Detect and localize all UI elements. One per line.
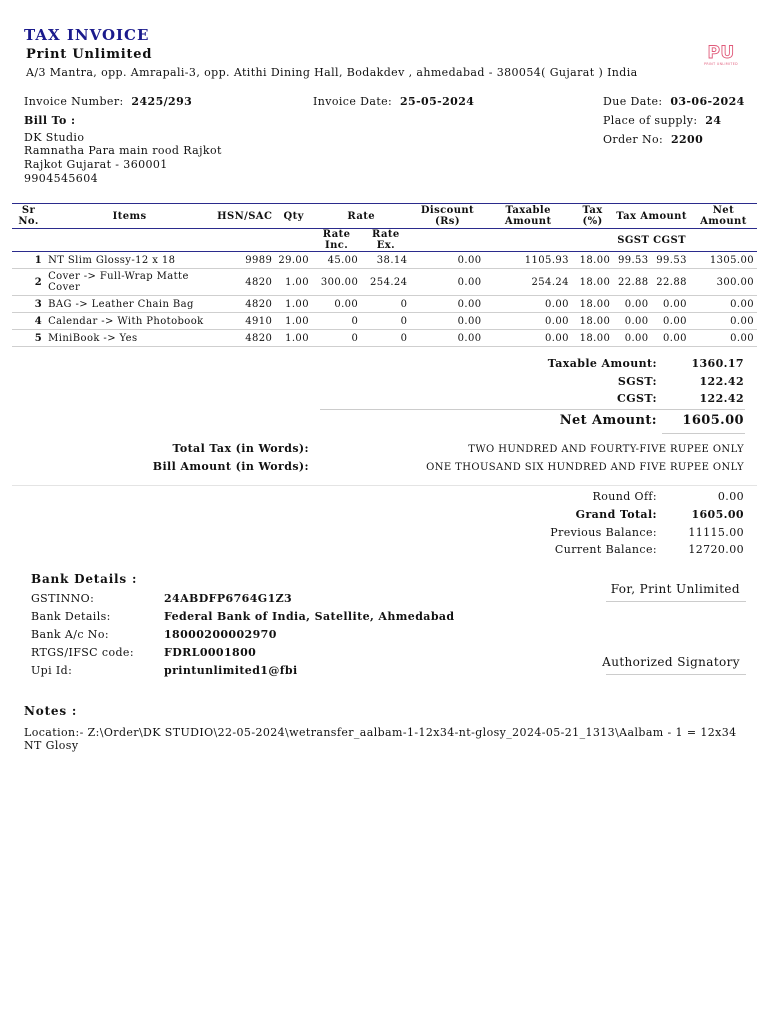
notes-text: Location:- Z:\Order\DK STUDIO\22-05-2024\wetransfer_aalbam-1-12x34-nt-glosy_2024-05-21_1313\Aalbam - 1 = 12x34 NT Glosy — [24, 726, 737, 752]
cell-hsn: 9989 — [214, 252, 275, 269]
net-amount-label: Net Amount: — [559, 413, 657, 428]
signature-line-bottom — [606, 674, 746, 675]
cell-tax-pct: 18.00 — [572, 252, 613, 269]
place-of-supply-row — [603, 114, 721, 127]
bank-details-title: Bank Details : — [31, 572, 138, 586]
cell-rate-inc: 300.00 — [312, 269, 361, 296]
company-address: A/3 Mantra, opp. Amrapali-3, opp. Atithi Dining Hall, Bodakdev , ahmedabad - 380054( Gujarat ) India — [26, 66, 638, 79]
col-rate-ex: Rate Ex. — [361, 229, 410, 252]
due-date-row — [603, 95, 745, 108]
col-tax-pct: Tax (%) — [572, 204, 613, 229]
cell-sgst: 99.53 — [613, 252, 651, 269]
cell-rate-ex: 0 — [361, 296, 410, 313]
cell-rate-inc: 45.00 — [312, 252, 361, 269]
cell-net: 1305.00 — [690, 252, 757, 269]
notes-title: Notes : — [24, 704, 78, 718]
cell-hsn: 4820 — [214, 330, 275, 347]
cell-tax-pct: 18.00 — [572, 313, 613, 330]
cell-cgst: 0.00 — [652, 330, 690, 347]
bank-details-label: Bank Details: — [31, 610, 111, 623]
table-row — [12, 252, 757, 269]
col-rate-inc: Rate Inc. — [312, 229, 361, 252]
cell-sgst: 22.88 — [613, 269, 651, 296]
cell-item: BAG -> Leather Chain Bag — [45, 296, 214, 313]
cell-cgst: 22.88 — [652, 269, 690, 296]
cell-sgst: 0.00 — [613, 313, 651, 330]
col-net: Net Amount — [690, 204, 757, 229]
table-row — [12, 313, 757, 330]
cell-qty: 1.00 — [275, 330, 312, 347]
tax-words-label: Total Tax (in Words): — [172, 442, 309, 455]
table-header-row — [12, 204, 757, 229]
table-row — [12, 296, 757, 313]
cell-cgst: 99.53 — [652, 252, 690, 269]
company-name: Print Unlimited — [26, 47, 153, 62]
bill-to-address-1: Ramnatha Para main rood Rajkot — [24, 144, 222, 157]
cell-qty: 29.00 — [275, 252, 312, 269]
bill-to-name: DK Studio — [24, 131, 85, 144]
authorized-signatory: Authorized Signatory — [602, 655, 740, 669]
cell-rate-ex: 0 — [361, 330, 410, 347]
col-items: Items — [45, 204, 214, 229]
cell-taxable: 1105.93 — [484, 252, 571, 269]
totals-divider — [320, 409, 745, 410]
items-table — [12, 203, 757, 347]
col-tax-amount: Tax Amount — [613, 204, 690, 229]
gstin-value: 24ABDFP6764G1Z3 — [164, 592, 293, 605]
section-divider — [12, 485, 757, 486]
round-off-label: Round Off: — [592, 490, 657, 503]
cell-net: 300.00 — [690, 269, 757, 296]
cell-rate-inc: 0.00 — [312, 296, 361, 313]
order-no-label: Order No: — [603, 133, 664, 146]
cell-taxable: 0.00 — [484, 296, 571, 313]
col-rate: Rate — [312, 204, 410, 229]
cell-discount: 0.00 — [410, 269, 484, 296]
cell-sgst: 0.00 — [613, 330, 651, 347]
cell-rate-inc: 0 — [312, 313, 361, 330]
table-subheader-row — [12, 229, 757, 252]
taxable-amount-label: Taxable Amount: — [547, 357, 657, 370]
order-no-row — [603, 133, 703, 146]
bill-to-phone: 9904545604 — [24, 172, 98, 185]
cgst-total: 122.42 — [699, 392, 744, 405]
table-row — [12, 330, 757, 347]
bill-words-label: Bill Amount (in Words): — [152, 460, 309, 473]
cell-rate-ex: 38.14 — [361, 252, 410, 269]
cell-tax-pct: 18.00 — [572, 296, 613, 313]
bill-to-label: Bill To : — [24, 114, 76, 127]
invoice-date-row — [313, 95, 474, 108]
order-no: 2200 — [670, 133, 704, 146]
place-of-supply-label: Place of supply: — [603, 114, 698, 127]
cell-sr: 1 — [12, 252, 45, 269]
cell-item: MiniBook -> Yes — [45, 330, 214, 347]
cell-item: Cover -> Full-Wrap Matte Cover — [45, 269, 214, 296]
cell-discount: 0.00 — [410, 296, 484, 313]
logo-mark: PU — [707, 43, 735, 63]
col-hsn: HSN/SAC — [214, 204, 275, 229]
due-date: 03-06-2024 — [670, 95, 745, 108]
cell-tax-pct: 18.00 — [572, 330, 613, 347]
cell-taxable: 254.24 — [484, 269, 571, 296]
bill-words: ONE THOUSAND SIX HUNDRED AND FIVE RUPEE ONLY — [426, 462, 744, 473]
cell-discount: 0.00 — [410, 330, 484, 347]
cell-taxable: 0.00 — [484, 330, 571, 347]
tax-words: TWO HUNDRED AND FOURTY-FIVE RUPEE ONLY — [468, 444, 744, 455]
col-taxable: Taxable Amount — [484, 204, 571, 229]
invoice-number-label: Invoice Number: — [24, 95, 124, 108]
logo-subtext: PRINT UNLIMITED — [704, 62, 738, 66]
cell-discount: 0.00 — [410, 252, 484, 269]
current-balance: 12720.00 — [688, 543, 744, 556]
cell-taxable: 0.00 — [484, 313, 571, 330]
cell-hsn: 4910 — [214, 313, 275, 330]
grand-total-label: Grand Total: — [575, 508, 657, 521]
cell-tax-pct: 18.00 — [572, 269, 613, 296]
signature-line-top — [606, 601, 746, 602]
bank-account-label: Bank A/c No: — [31, 628, 109, 641]
col-qty: Qty — [275, 204, 312, 229]
cell-sr: 4 — [12, 313, 45, 330]
for-company: For, Print Unlimited — [610, 582, 740, 596]
col-sr: Sr No. — [12, 204, 45, 229]
bill-to-address-2: Rajkot Gujarat - 360001 — [24, 158, 168, 171]
cell-net: 0.00 — [690, 296, 757, 313]
cell-hsn: 4820 — [214, 269, 275, 296]
taxable-amount: 1360.17 — [691, 357, 744, 370]
grand-total: 1605.00 — [691, 508, 744, 521]
sgst-label: SGST: — [617, 375, 657, 388]
cell-sr: 2 — [12, 269, 45, 296]
place-of-supply: 24 — [705, 114, 722, 127]
upi-value: printunlimited1@fbi — [164, 664, 298, 677]
cell-hsn: 4820 — [214, 296, 275, 313]
invoice-number: 2425/293 — [131, 95, 193, 108]
cell-net: 0.00 — [690, 330, 757, 347]
cell-qty: 1.00 — [275, 313, 312, 330]
cell-discount: 0.00 — [410, 313, 484, 330]
col-discount: Discount (Rs) — [410, 204, 484, 229]
cell-rate-inc: 0 — [312, 330, 361, 347]
cell-sgst: 0.00 — [613, 296, 651, 313]
invoice-date: 25-05-2024 — [399, 95, 475, 108]
previous-balance: 11115.00 — [688, 526, 744, 539]
upi-label: Upi Id: — [31, 664, 73, 677]
gstin-label: GSTINNO: — [31, 592, 95, 605]
sgst-total: 122.42 — [699, 375, 744, 388]
ifsc-label: RTGS/IFSC code: — [31, 646, 134, 659]
cell-sr: 5 — [12, 330, 45, 347]
invoice-date-label: Invoice Date: — [313, 95, 393, 108]
cell-cgst: 0.00 — [652, 313, 690, 330]
bank-account-value: 18000200002970 — [164, 628, 277, 641]
cell-net: 0.00 — [690, 313, 757, 330]
cell-qty: 1.00 — [275, 269, 312, 296]
table-row — [12, 269, 757, 296]
cgst-label: CGST: — [617, 392, 657, 405]
cell-rate-ex: 254.24 — [361, 269, 410, 296]
due-date-label: Due Date: — [603, 95, 663, 108]
net-amount: 1605.00 — [682, 413, 744, 428]
cell-item: Calendar -> With Photobook — [45, 313, 214, 330]
current-balance-label: Current Balance: — [554, 543, 657, 556]
ifsc-value: FDRL0001800 — [164, 646, 257, 659]
previous-balance-label: Previous Balance: — [550, 526, 657, 539]
company-logo — [700, 42, 742, 68]
cell-sr: 3 — [12, 296, 45, 313]
invoice-title: TAX INVOICE — [24, 26, 150, 44]
cell-cgst: 0.00 — [652, 296, 690, 313]
bank-details-value: Federal Bank of India, Satellite, Ahmedabad — [164, 610, 455, 623]
cell-item: NT Slim Glossy-12 x 18 — [45, 252, 214, 269]
invoice-number-row — [24, 95, 192, 108]
cell-rate-ex: 0 — [361, 313, 410, 330]
net-amount-underline — [662, 433, 745, 434]
round-off: 0.00 — [717, 490, 744, 503]
cell-qty: 1.00 — [275, 296, 312, 313]
col-sgst-cgst: SGST CGST — [613, 229, 690, 252]
